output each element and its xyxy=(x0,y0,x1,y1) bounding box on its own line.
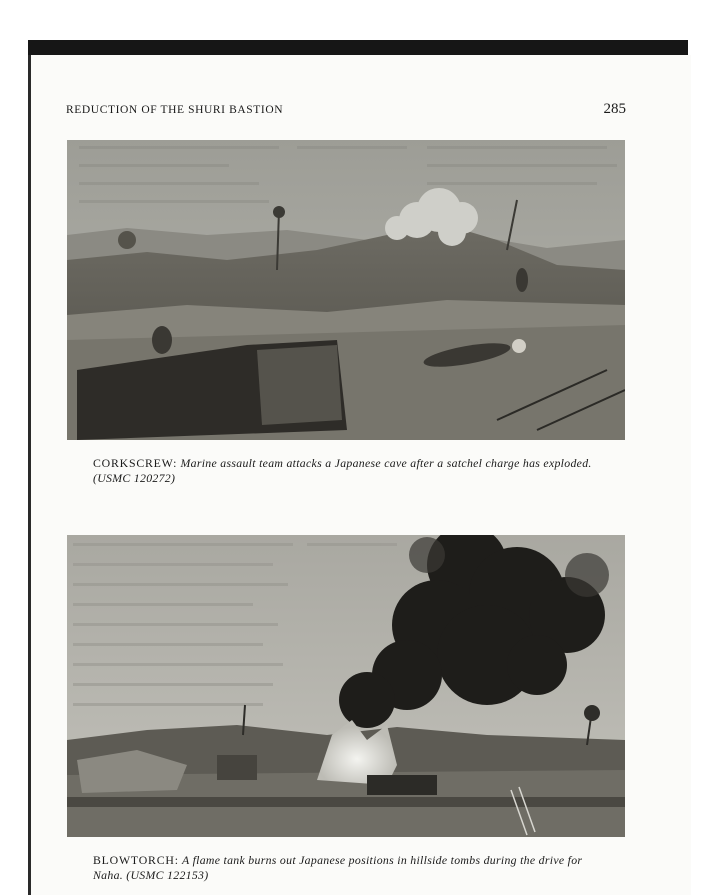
caption-text: A flame tank burns out Japanese positions in hillside tombs during the drive for Naha. (USMC 122153) xyxy=(93,853,583,882)
photo-blowtorch xyxy=(67,535,625,837)
caption-text: Marine assault team attacks a Japanese cave after a satchel charge has exploded. (USMC 120272) xyxy=(93,456,592,485)
caption-lead: CORKSCREW: xyxy=(93,456,178,470)
running-head: REDUCTION OF THE SHURI BASTION xyxy=(66,104,284,116)
photo-corkscrew xyxy=(67,140,625,440)
caption-blowtorch xyxy=(93,853,613,883)
page-number: 285 xyxy=(603,101,626,117)
scan-top-edge xyxy=(28,40,688,55)
caption-corkscrew xyxy=(93,456,613,486)
caption-lead: BLOWTORCH: xyxy=(93,853,179,867)
